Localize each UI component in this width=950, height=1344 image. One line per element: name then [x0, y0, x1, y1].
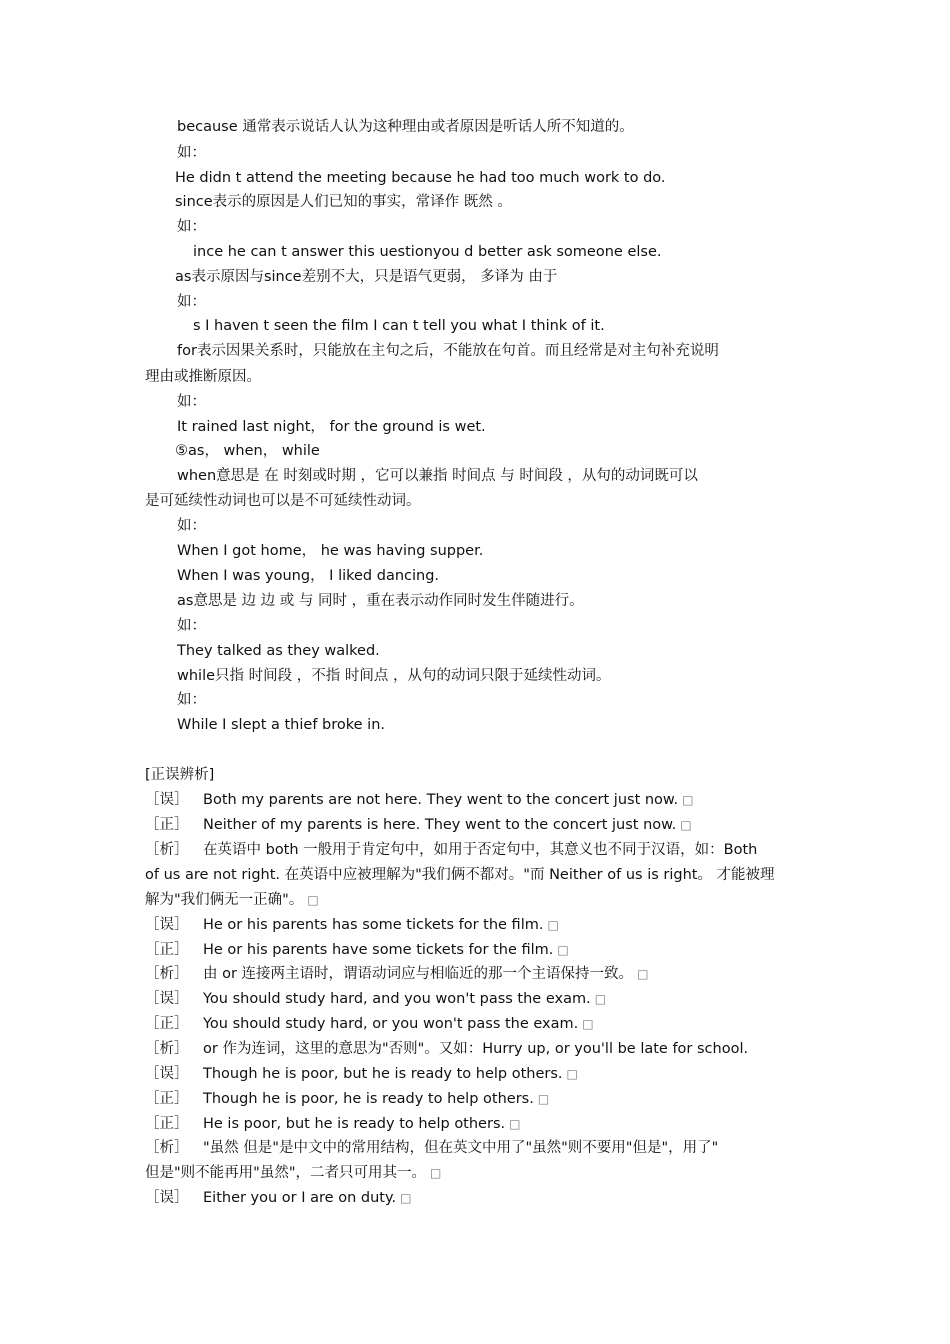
text-line: 如： [177, 294, 206, 310]
text-line: as表示原因与since差别不大，只是语气更弱， 多译为 由于 [175, 269, 558, 285]
example-sentence: It rained last night， for the ground is wet. [177, 419, 486, 435]
text-line: 如： [177, 219, 206, 235]
correction-item: ［析］ 由 or 连接两主语时，谓语动词应与相临近的那一个主语保持一致。 □ [145, 966, 649, 982]
section-heading: ⑤as， when， while [175, 443, 320, 459]
text-line: while只指 时间段 ，不指 时间点 ，从句的动词只限于延续性动词。 [177, 668, 611, 684]
section-heading: [正误辨析] [145, 767, 215, 783]
correction-item: ［正］ He is poor, but he is ready to help others. □ [145, 1116, 521, 1132]
correction-item: ［误］ He or his parents has some tickets for the film. □ [145, 917, 559, 933]
example-sentence: They talked as they walked. [177, 643, 380, 659]
correction-item: ［误］ Either you or I are on duty. □ [145, 1190, 412, 1206]
text-line: 解为"我们俩无一正确"。 □ [145, 892, 319, 908]
text-line: of us are not right. 在英语中应被理解为"我们俩不都对。"而 Neither of us is right。 才能被理 [145, 867, 775, 883]
example-sentence: When I was young， I liked dancing. [177, 568, 440, 584]
correction-item: ［误］ You should study hard, and you won't pass the exam. □ [145, 991, 607, 1007]
text-line: 如： [177, 145, 206, 161]
text-line: 如： [177, 618, 206, 634]
text-line: 如： [177, 394, 206, 410]
text-line: 理由或推断原因。 [145, 369, 261, 385]
text-line: since表示的原因是人们已知的事实，常译作 既然 。 [175, 194, 512, 210]
text-line: 是可延续性动词也可以是不可延续性动词。 [145, 493, 421, 509]
example-sentence: ince he can t answer this uestionyou d better ask someone else. [193, 244, 662, 260]
text-line: 如： [177, 518, 206, 534]
correction-item: ［正］ Neither of my parents is here. They went to the concert just now. □ [145, 817, 692, 833]
text-line: for表示因果关系时，只能放在主句之后，不能放在句首。而且经常是对主句补充说明 [177, 343, 719, 359]
example-sentence: He didn t attend the meeting because he had too much work to do. [175, 170, 666, 186]
correction-item: ［正］ You should study hard, or you won't pass the exam. □ [145, 1016, 594, 1032]
correction-item: ［正］ Though he is poor, he is ready to help others. □ [145, 1091, 550, 1107]
text-line: 但是"则不能再用"虽然"，二者只可用其一。 □ [145, 1165, 442, 1181]
example-sentence: While I slept a thief broke in. [177, 717, 385, 733]
text-line: because 通常表示说话人认为这种理由或者原因是听话人所不知道的。 [177, 119, 634, 135]
correction-item: ［析］ "虽然 但是"是中文中的常用结构，但在英文中用了"虽然"则不要用"但是"，用了" [145, 1140, 719, 1156]
example-sentence: s I haven t seen the film I can t tell you what I think of it. [193, 318, 605, 334]
text-line: as意思是 边 边 或 与 同时 ，重在表示动作同时发生伴随进行。 [177, 593, 584, 609]
example-sentence: When I got home， he was having supper. [177, 543, 484, 559]
text-line: when意思是 在 时刻或时期 ，它可以兼指 时间点 与 时间段 ，从句的动词既可以 [177, 468, 698, 484]
correction-item: ［析］ or 作为连词，这里的意思为"否则"。又如：Hurry up, or you'll be late for school. [145, 1041, 749, 1057]
correction-item: ［析］ 在英语中 both 一般用于肯定句中，如用于否定句中，其意义也不同于汉语，如：Both [145, 842, 758, 858]
correction-item: ［误］ Both my parents are not here. They went to the concert just now. □ [145, 792, 694, 808]
correction-item: ［误］ Though he is poor, but he is ready to help others. □ [145, 1066, 578, 1082]
text-line: 如： [177, 692, 206, 708]
correction-item: ［正］ He or his parents have some tickets for the film. □ [145, 942, 569, 958]
